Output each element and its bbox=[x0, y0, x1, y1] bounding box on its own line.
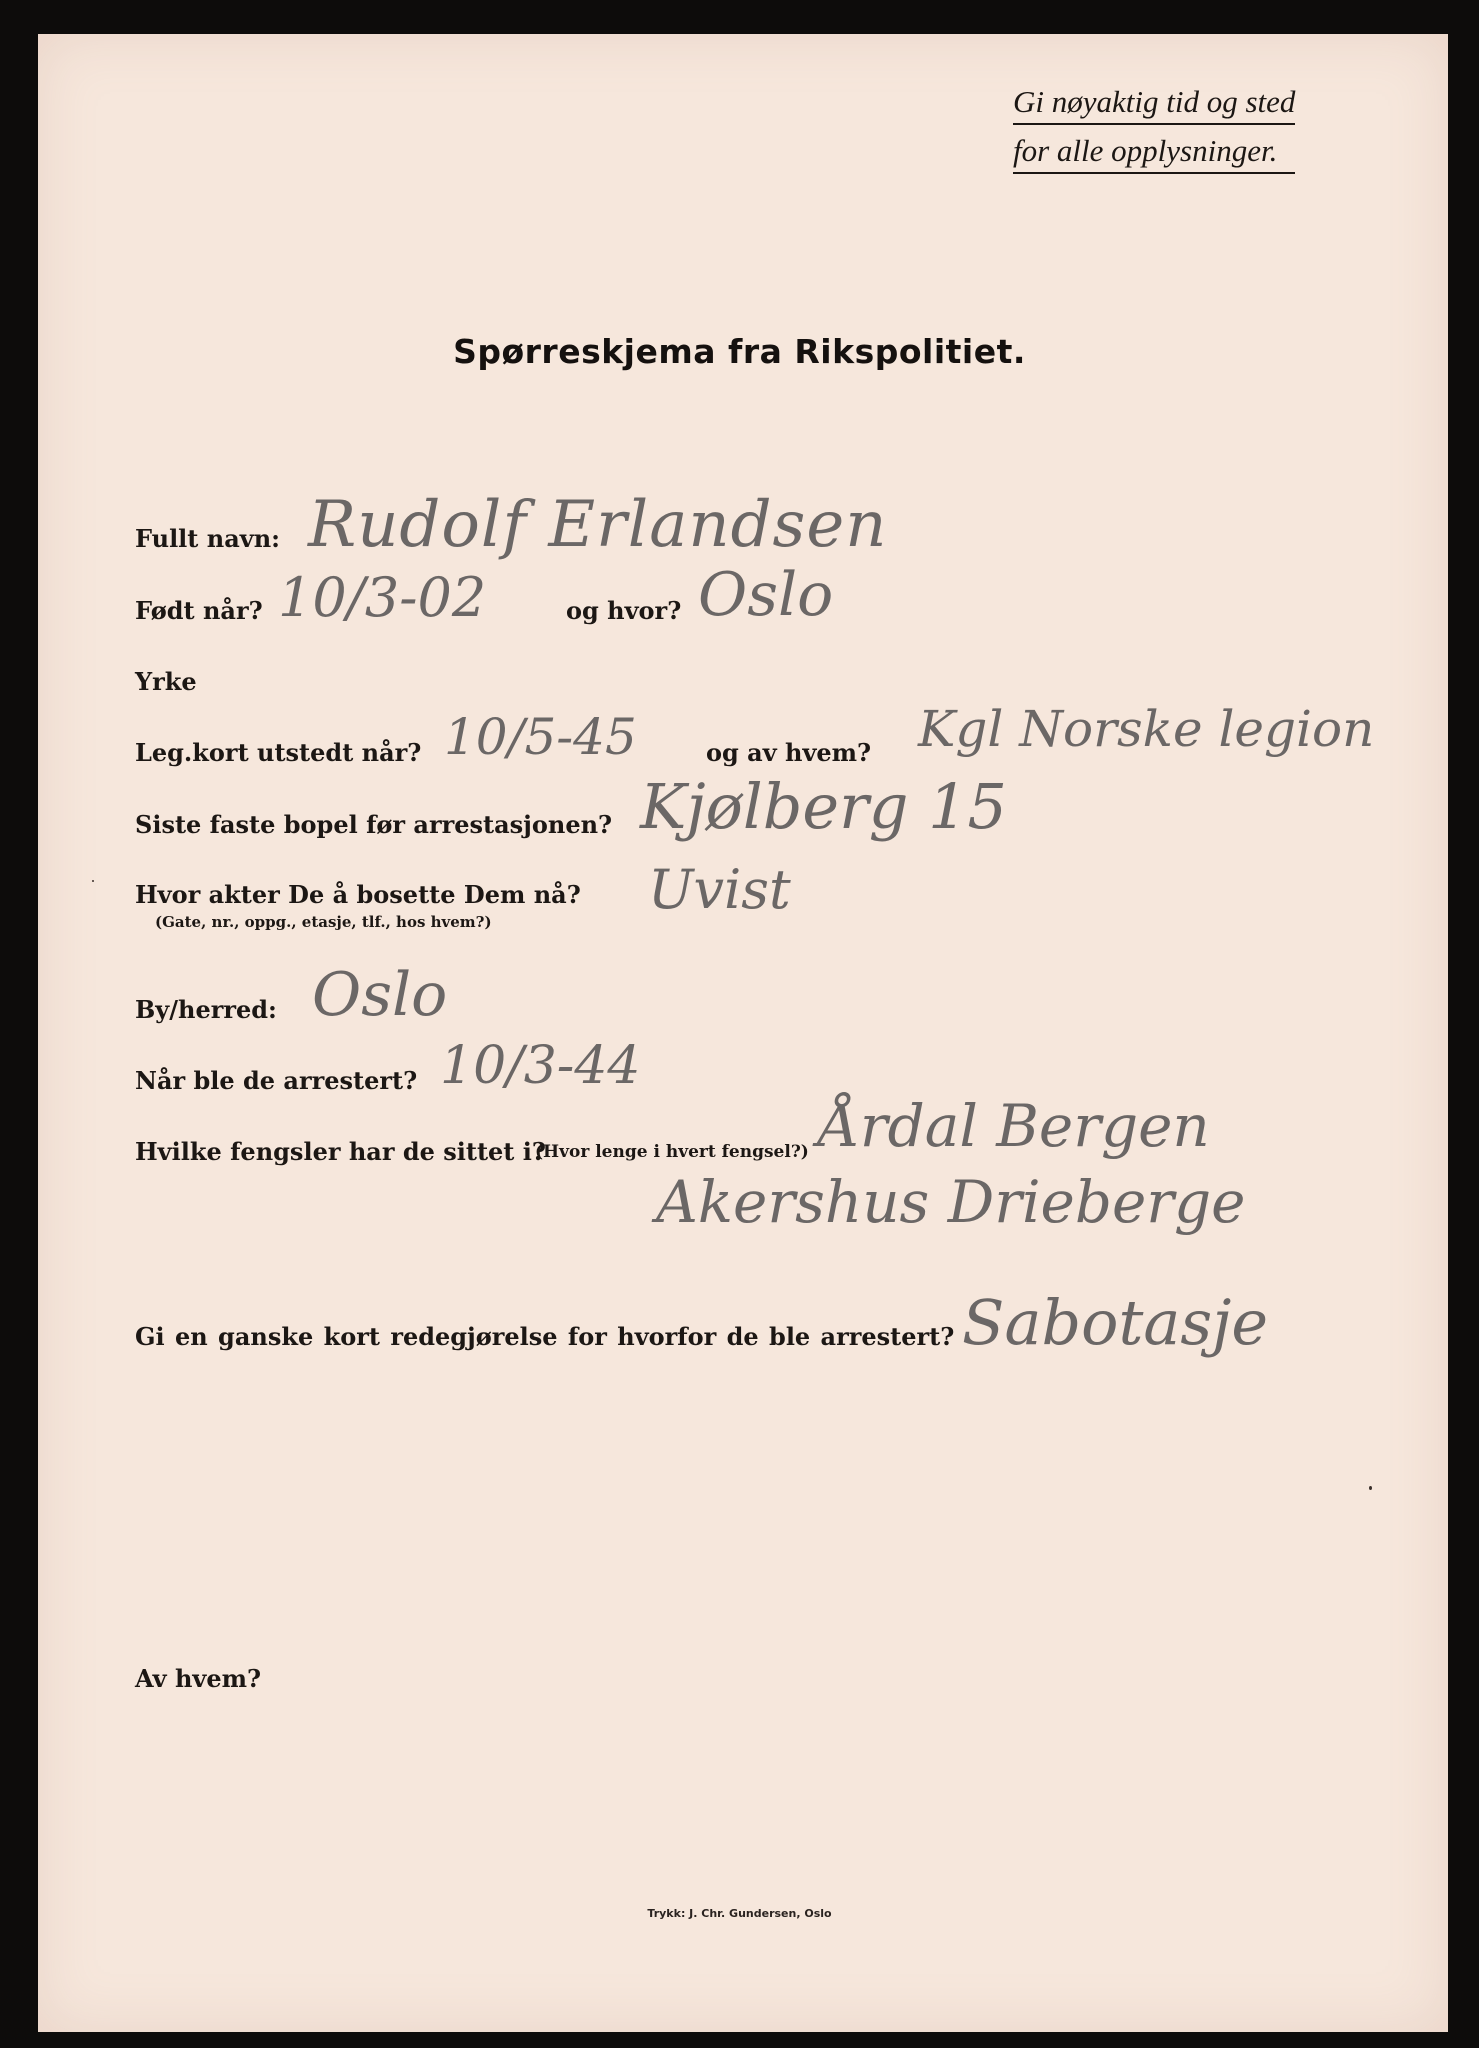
legcard-when-value: 10/5-45 bbox=[444, 708, 637, 766]
paper-speck bbox=[1369, 1486, 1372, 1490]
printer-imprint: Trykk: J. Chr. Gundersen, Oslo bbox=[647, 1907, 832, 1920]
prisons-label: Hvilke fengsler har de sittet i? bbox=[135, 1137, 546, 1166]
full-name-label: Fullt navn: bbox=[135, 524, 280, 553]
reason-value: Sabotasje bbox=[962, 1286, 1269, 1359]
prisons-value-line-2: Akershus Drieberge bbox=[656, 1168, 1246, 1236]
legcard-by-value: Kgl Norske legion bbox=[918, 700, 1375, 758]
born-when-label: Født når? bbox=[135, 596, 263, 625]
prisons-sublabel: (Hvor lenge i hvert fengsel?) bbox=[535, 1142, 809, 1162]
legcard-when-label: Leg.kort utstedt når? bbox=[135, 738, 422, 767]
settle-label: Hvor akter De å bosette Dem nå? bbox=[135, 880, 581, 909]
paper-speck bbox=[92, 880, 94, 882]
born-when-value: 10/3-02 bbox=[278, 566, 487, 629]
prisons-value-line-1: Årdal Bergen bbox=[818, 1092, 1210, 1160]
city-value: Oslo bbox=[312, 960, 448, 1030]
born-where-value: Oslo bbox=[698, 560, 834, 630]
settle-sublabel: (Gate, nr., oppg., etasje, tlf., hos hvem?) bbox=[155, 913, 492, 931]
by-whom-label: Av hvem? bbox=[135, 1664, 262, 1693]
notice-line-2: for alle opplysninger. bbox=[1013, 131, 1295, 174]
settle-value: Uvist bbox=[648, 858, 791, 921]
full-name-value: Rudolf Erlandsen bbox=[308, 488, 888, 562]
reason-label: Gi en ganske kort redegjørelse for hvorfor de ble arrestert? bbox=[135, 1322, 955, 1351]
last-residence-value: Kjølberg 15 bbox=[640, 770, 1008, 843]
form-title: Spørreskjema fra Rikspolitiet. bbox=[453, 332, 1026, 371]
arrested-when-value: 10/3-44 bbox=[440, 1036, 641, 1096]
instruction-notice bbox=[1013, 82, 1295, 174]
occupation-label: Yrke bbox=[135, 667, 197, 696]
arrested-when-label: Når ble de arrestert? bbox=[135, 1066, 418, 1095]
legcard-by-label: og av hvem? bbox=[706, 738, 872, 767]
born-where-label: og hvor? bbox=[566, 596, 682, 625]
last-residence-label: Siste faste bopel før arrestasjonen? bbox=[135, 810, 613, 839]
city-label: By/herred: bbox=[135, 995, 277, 1024]
notice-line-1: Gi nøyaktig tid og sted bbox=[1013, 82, 1295, 125]
